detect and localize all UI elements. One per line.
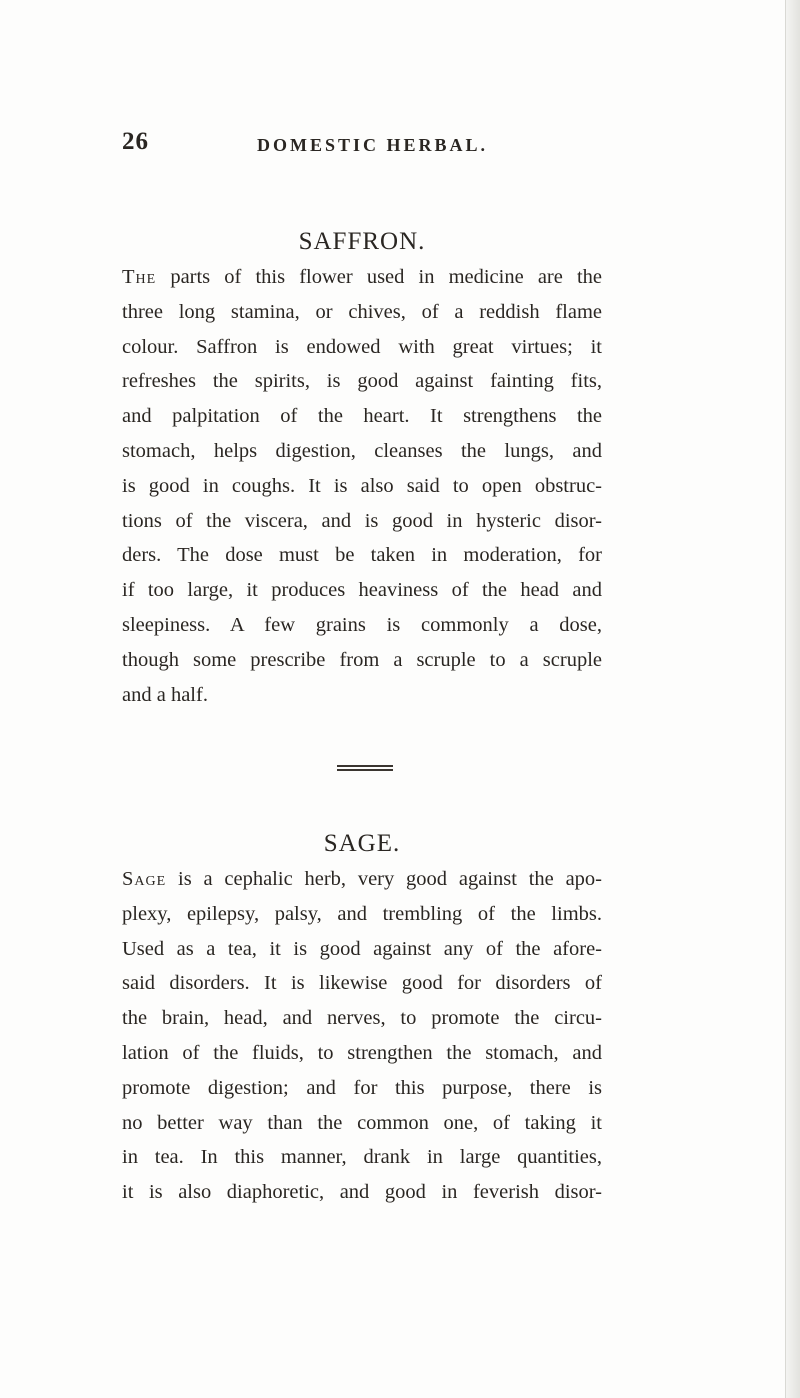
text-line: said disorders. It is likewise good for disorders of [122, 972, 602, 995]
text-line: and palpitation of the heart. It strengthens the [122, 405, 602, 428]
section-title-saffron: SAFFRON. [298, 228, 426, 255]
section-divider [337, 765, 393, 770]
text-line: Used as a tea, it is good against any of the afore- [122, 937, 602, 960]
text-line: the brain, head, and nerves, to promote the circu- [122, 1007, 602, 1030]
text-line: refreshes the spirits, is good against fainting fits, [122, 370, 602, 393]
lead-word: The [122, 266, 157, 288]
text-line: it is also diaphoretic, and good in feverish disor- [122, 1181, 602, 1204]
text-line: Sage is a cephalic herb, very good against the apo- [122, 868, 603, 890]
section-body-saffron [122, 260, 602, 712]
page-number: 26 [122, 128, 149, 155]
section-body-sage [122, 862, 602, 1210]
text-line: colour. Saffron is endowed with great virtues; it [122, 335, 602, 358]
text-line: is good in coughs. It is also said to open obstruc- [122, 474, 602, 497]
text-line: sleepiness. A few grains is commonly a dose, [122, 613, 602, 636]
text-line: lation of the fluids, to strengthen the stomach, and [122, 1041, 602, 1064]
text-line: The parts of this flower used in medicine are the [122, 266, 603, 288]
page-header [122, 128, 602, 168]
lead-word: Sage [122, 868, 167, 890]
text-line: three long stamina, or chives, of a reddish flame [122, 300, 602, 323]
text-line: if too large, it produces heaviness of the head and [122, 579, 602, 602]
text-line: ders. The dose must be taken in moderation, for [122, 544, 602, 567]
text-line: and a half. [122, 683, 208, 706]
running-head: DOMESTIC HERBAL. [257, 135, 489, 155]
text-line: stomach, helps digestion, cleanses the lungs, and [122, 439, 602, 462]
text-line: though some prescribe from a scruple to a scruple [122, 648, 602, 671]
text-line: plexy, epilepsy, palsy, and trembling of the limbs. [122, 902, 602, 925]
page-edge-shadow [785, 0, 800, 1398]
section-title-sage: SAGE. [323, 830, 401, 857]
text-line: in tea. In this manner, drank in large quantities, [122, 1146, 602, 1169]
text-line: tions of the viscera, and is good in hysteric disor- [122, 509, 602, 532]
text-line: promote digestion; and for this purpose, there is [122, 1076, 602, 1099]
text-line: no better way than the common one, of taking it [122, 1111, 602, 1134]
